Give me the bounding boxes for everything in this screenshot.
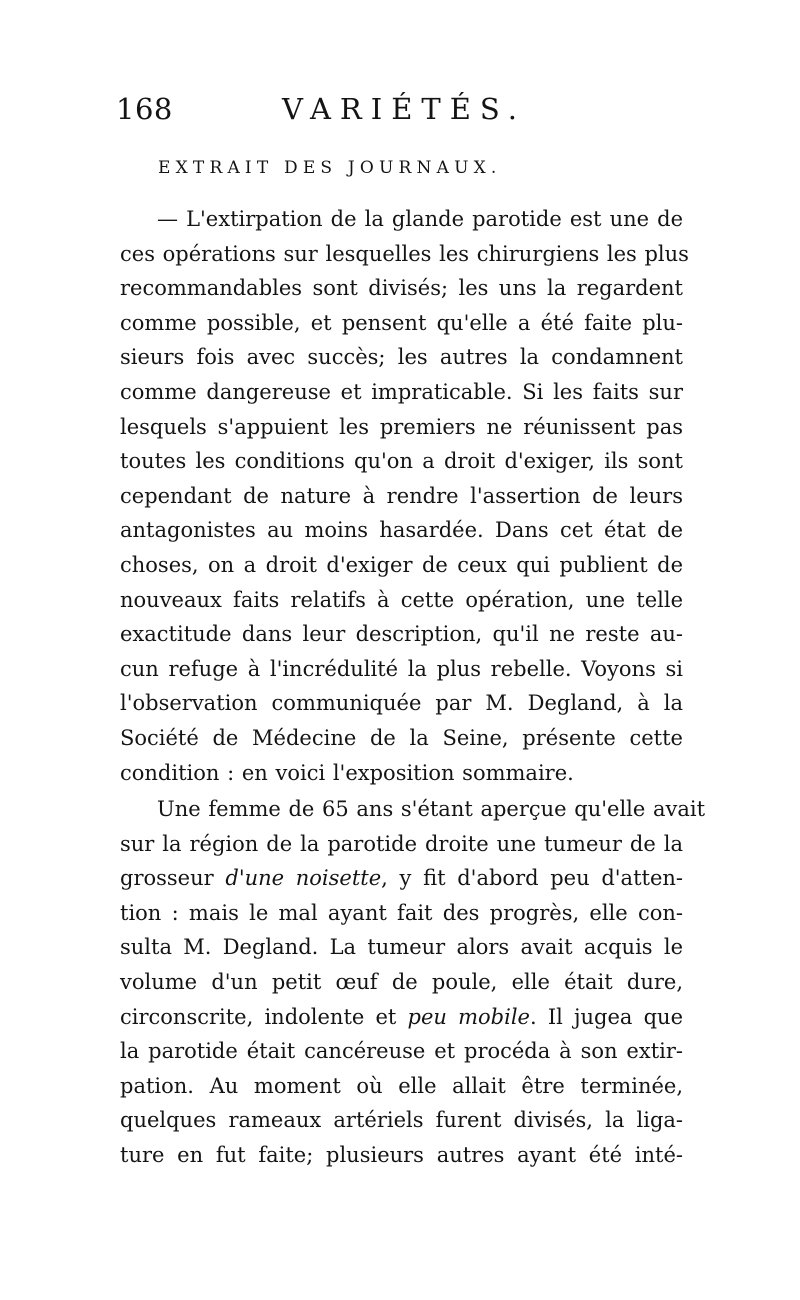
italic-text: d'une noisette bbox=[225, 866, 382, 891]
text-line: sur la région de la parotide droite une tumeur de la bbox=[120, 831, 683, 856]
text-line: antagonistes au moins hasardée. Dans cet état de bbox=[120, 518, 683, 543]
text-line: recommandables sont divisés; les uns la regardent bbox=[120, 276, 683, 301]
text-segment: circonscrite, indolente et bbox=[120, 1004, 408, 1029]
italic-text: peu mobile bbox=[407, 1004, 530, 1029]
text-segment: grosseur bbox=[120, 866, 226, 891]
text-segment: , y fit d'abord peu d'atten- bbox=[381, 866, 683, 891]
text-line: la parotide était cancéreuse et procéda à son extir- bbox=[120, 1039, 683, 1064]
body-text bbox=[120, 202, 706, 1173]
text-line: volume d'un petit œuf de poule, elle était dure, bbox=[120, 970, 683, 995]
text-line: sulta M. Degland. La tumeur alors avait acquis le bbox=[120, 935, 683, 960]
text-segment: . Il jugea que bbox=[529, 1004, 683, 1029]
text-line: Une femme de 65 ans s'étant aperçue qu'elle avait bbox=[157, 797, 706, 822]
text-line bbox=[120, 861, 683, 896]
page-number: 168 bbox=[116, 92, 173, 126]
text-line: sieurs fois avec succès; les autres la condamnent bbox=[120, 345, 683, 370]
text-line: cependant de nature à rendre l'assertion de leurs bbox=[120, 483, 683, 508]
text-line: cun refuge à l'incrédulité la plus rebelle. Voyons si bbox=[120, 656, 683, 681]
text-line: Société de Médecine de la Seine, présente cette bbox=[120, 725, 683, 750]
text-line: — L'extirpation de la glande parotide est une de bbox=[157, 207, 683, 231]
text-line: lesquels s'appuient les premiers ne réunissent pas bbox=[120, 414, 683, 439]
text-line: ces opérations sur lesquelles les chirurgiens les plus bbox=[120, 241, 689, 266]
text-line: comme dangereuse et impraticable. Si les faits sur bbox=[120, 379, 683, 404]
text-line: quelques rameaux artériels furent divisés, la liga- bbox=[120, 1108, 683, 1133]
text-line: comme possible, et pensent qu'elle a été faite plu- bbox=[120, 310, 683, 335]
text-line: exactitude dans leur description, qu'il ne reste au- bbox=[120, 622, 683, 647]
text-line: choses, on a droit d'exiger de ceux qui publient de bbox=[120, 552, 683, 577]
text-line: condition : en voici l'exposition sommaire. bbox=[120, 760, 574, 785]
text-line: l'observation communiquée par M. Degland, à la bbox=[120, 691, 683, 716]
text-line: toutes les conditions qu'on a droit d'exiger, ils sont bbox=[120, 449, 683, 474]
section-heading: EXTRAIT DES JOURNAUX. bbox=[158, 158, 502, 178]
running-title: VARIÉTÉS. bbox=[282, 92, 526, 126]
text-line: tion : mais le mal ayant fait des progrès, elle con- bbox=[120, 900, 683, 925]
text-line: pation. Au moment où elle allait être terminée, bbox=[120, 1073, 683, 1098]
text-line: ture en fut faite; plusieurs autres ayant été inté- bbox=[120, 1143, 683, 1168]
text-line bbox=[120, 1000, 683, 1035]
page-header bbox=[116, 92, 716, 136]
text-line: nouveaux faits relatifs à cette opération, une telle bbox=[120, 587, 683, 612]
